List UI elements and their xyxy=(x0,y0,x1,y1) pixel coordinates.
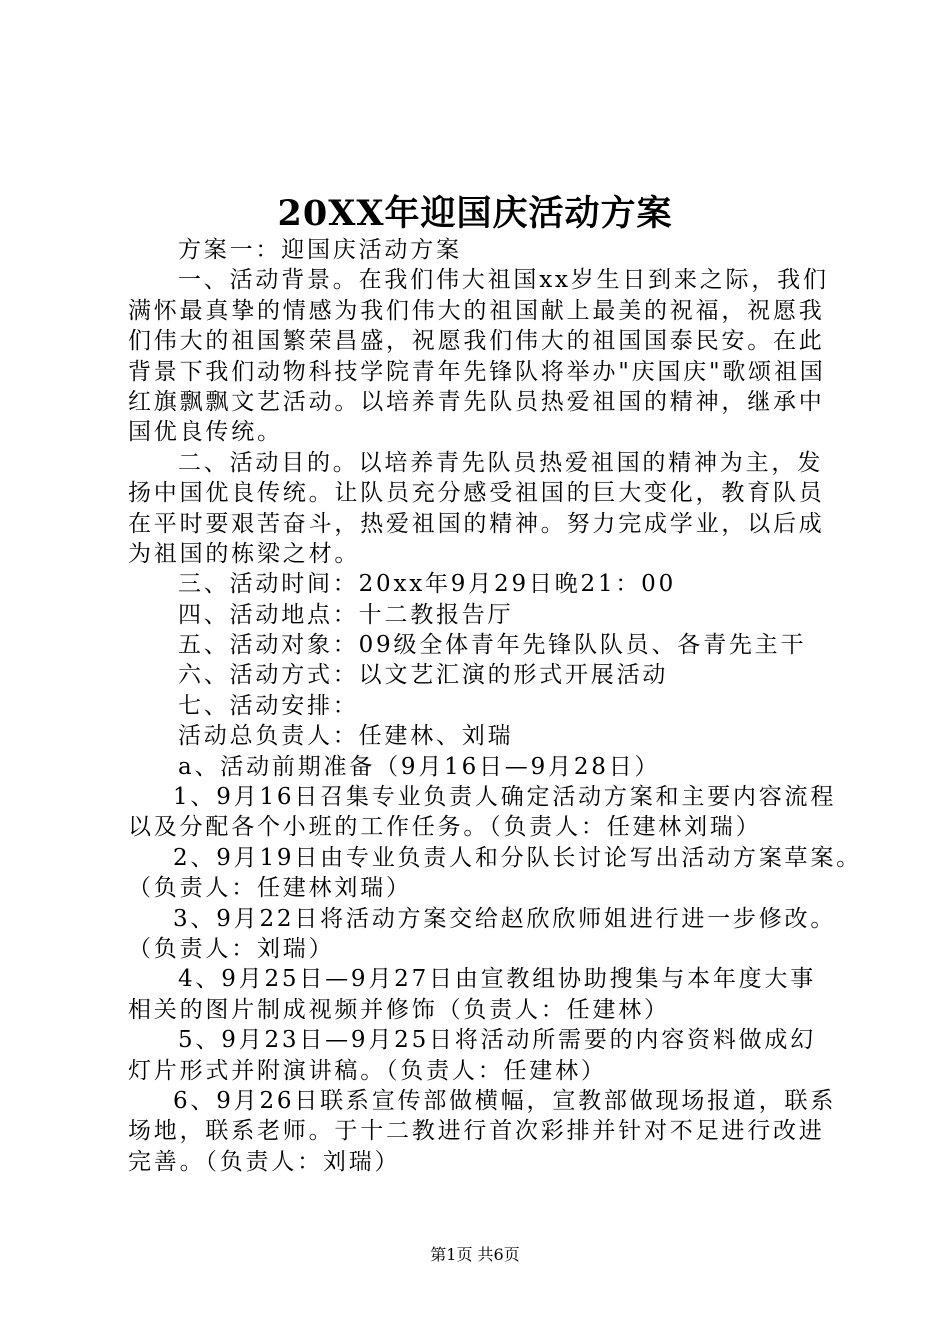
text-line: 一、活动背景。在我们伟大祖国xx岁生日到来之际，我们 xyxy=(178,267,829,294)
text-line: 背景下我们动物科技学院青年先锋队将举办"庆国庆"歌颂祖国 xyxy=(128,358,826,385)
text-line: 相关的图片制成视频并修饰（负责人：任建林） xyxy=(128,996,670,1023)
text-line: 以及分配各个小班的工作任务。（负责人：任建林刘瑞） xyxy=(128,814,762,841)
text-line: 扬中国优良传统。让队员充分感受祖国的巨大变化，教育队员 xyxy=(128,480,825,507)
text-line: 1、9月16日召集专业负责人确定活动方案和主要内容流程 xyxy=(173,784,837,811)
text-line: a、活动前期准备（9月16日—9月28日） xyxy=(178,753,661,780)
text-line: 五、活动对象：09级全体青年先锋队队员、各青先主干 xyxy=(178,632,807,659)
text-line: 二、活动目的。以培养青先队员热爱祖国的精神为主，发 xyxy=(178,449,823,476)
text-line: 三、活动时间：20xx年9月29日晚21：00 xyxy=(178,571,677,598)
document-title: 20XX年迎国庆活动方案 xyxy=(277,193,673,234)
text-line: 在平时要艰苦奋斗，热爱祖国的精神。努力完成学业，以后成 xyxy=(128,510,825,537)
text-line: 们伟大的祖国繁荣昌盛，祝愿我们伟大的祖国国泰民安。在此 xyxy=(128,328,825,355)
text-line: 场地，联系老师。于十二教进行首次彩排并针对不足进行改进 xyxy=(128,1118,825,1145)
text-line: 国优良传统。 xyxy=(128,419,283,446)
text-line: 活动总负责人：任建林、刘瑞 xyxy=(178,723,514,750)
text-line: （负责人：刘瑞） xyxy=(128,935,335,962)
text-line: 六、活动方式：以文艺汇演的形式开展活动 xyxy=(178,662,669,689)
text-line: 满怀最真挚的情感为我们伟大的祖国献上最美的祝福，祝愿我 xyxy=(128,297,825,324)
text-line: 七、活动安排： xyxy=(178,692,359,719)
text-line: 6、9月26日联系宣传部做横幅，宣教部做现场报道，联系 xyxy=(173,1087,837,1114)
text-line: 3、9月22日将活动方案交给赵欣欣师姐进行进一步修改。 xyxy=(173,905,837,932)
text-line: （负责人：任建林刘瑞） xyxy=(128,875,412,902)
text-line: 完善。（负责人：刘瑞） xyxy=(128,1148,401,1175)
text-line: 为祖国的栋梁之材。 xyxy=(128,540,361,567)
document-body xyxy=(128,235,862,1177)
text-line: 灯片形式并附演讲稿。（负责人：任建林） xyxy=(128,1057,607,1084)
text-line: 5、9月23日—9月25日将活动所需要的内容资料做成幻 xyxy=(178,1027,817,1054)
text-line: 方案一：迎国庆活动方案 xyxy=(178,237,462,263)
text-line: 4、9月25日—9月27日由宣教组协助搜集与本年度大事 xyxy=(178,966,817,993)
text-line: 红旗飘飘文艺活动。以培养青先队员热爱祖国的精神，继承中 xyxy=(128,388,825,415)
text-line: 2、9月19日由专业负责人和分队长讨论写出活动方案草案。 xyxy=(173,844,862,871)
page-footer: 第1页 共6页 xyxy=(430,1245,520,1264)
text-line: 四、活动地点：十二教报告厅 xyxy=(178,601,514,628)
